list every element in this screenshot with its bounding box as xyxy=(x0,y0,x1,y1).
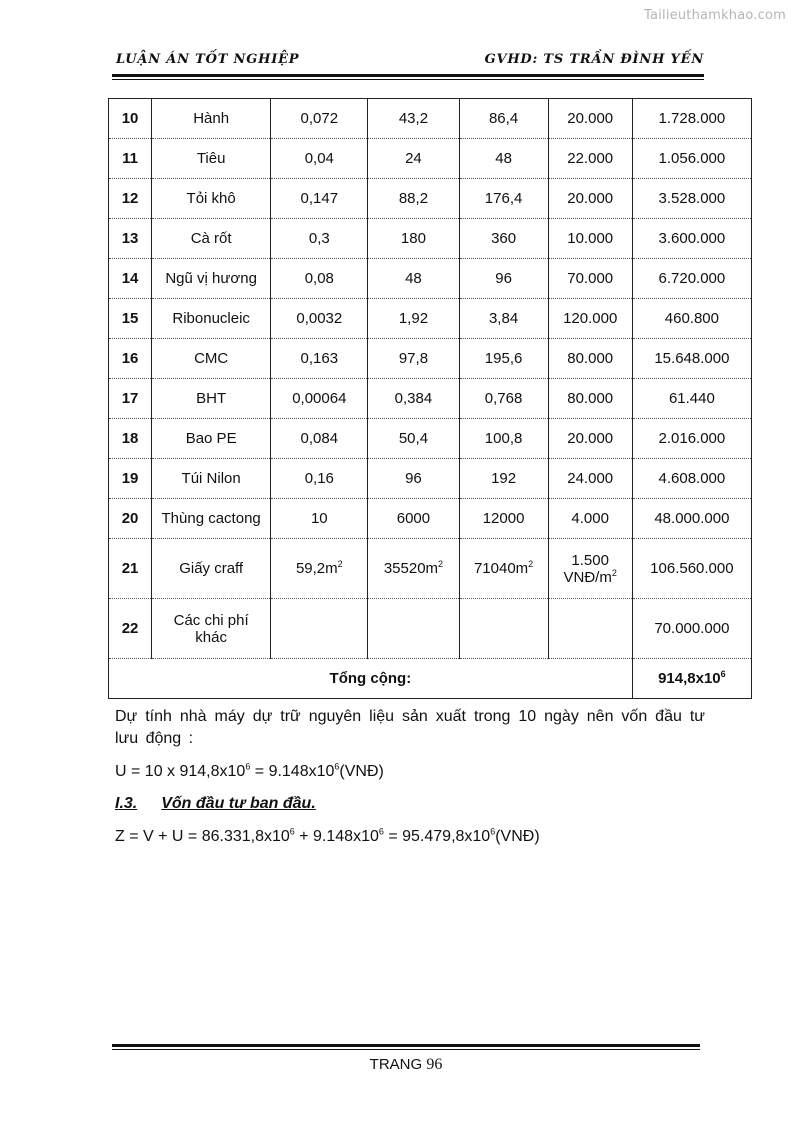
page-footer xyxy=(112,1056,700,1074)
cell-c4: 6000 xyxy=(368,499,459,539)
table-row-18 xyxy=(109,419,752,459)
cell-c6: 80.000 xyxy=(548,379,632,419)
cell-no: 13 xyxy=(109,219,152,259)
cell-name: Hành xyxy=(152,99,271,139)
paragraph-reserve: Dự tính nhà máy dự trữ nguyên liệu sản xuất trong 10 ngày nên vốn đầu tư lưu động : xyxy=(115,708,705,747)
cell-c3: 0,04 xyxy=(271,139,368,179)
cell-c3: 0,3 xyxy=(271,219,368,259)
cell-name: Ngũ vị hương xyxy=(152,259,271,299)
cell-c4: 97,8 xyxy=(368,339,459,379)
cell-c6: 24.000 xyxy=(548,459,632,499)
cell-no: 15 xyxy=(109,299,152,339)
cell-c6: 120.000 xyxy=(548,299,632,339)
cell-c3: 0,08 xyxy=(271,259,368,299)
cell-c4: $35520m^2$ xyxy=(368,539,459,599)
cell-c7: 1.728.000 xyxy=(632,99,751,139)
cost-table xyxy=(108,98,752,699)
cell-c3: $59,2m^2$ xyxy=(271,539,368,599)
cell-c6: 80.000 xyxy=(548,339,632,379)
cell-c3: 0,16 xyxy=(271,459,368,499)
cost-table-body xyxy=(109,99,752,699)
cell-c6: 1.500 VNĐ/$m^2$ xyxy=(548,539,632,599)
total-label: Tổng cộng: xyxy=(109,659,633,699)
table-row-14 xyxy=(109,259,752,299)
cell-c3: 0,072 xyxy=(271,99,368,139)
cell-no: 21 xyxy=(109,539,152,599)
page-number: 96 xyxy=(426,1056,443,1073)
cell-c4: 96 xyxy=(368,459,459,499)
cell-c7: 4.608.000 xyxy=(632,459,751,499)
cell-c5: 3,84 xyxy=(459,299,548,339)
footer-label: TRANG xyxy=(369,1056,423,1073)
cell-name: Bao PE xyxy=(152,419,271,459)
cell-c3: 0,0032 xyxy=(271,299,368,339)
cell-c7: 3.600.000 xyxy=(632,219,751,259)
cell-no: 12 xyxy=(109,179,152,219)
cell-c7: 48.000.000 xyxy=(632,499,751,539)
cell-c6: 20.000 xyxy=(548,179,632,219)
footer-rule-thin xyxy=(112,1049,700,1050)
cell-no: 20 xyxy=(109,499,152,539)
table-row-12 xyxy=(109,179,752,219)
cell-c5: 176,4 xyxy=(459,179,548,219)
cell-c4: 24 xyxy=(368,139,459,179)
formula-u: U = 10 x $914,8x10^6$ = $9.148x10^6(VNĐ)$ xyxy=(115,761,384,780)
table-row-10 xyxy=(109,99,752,139)
cell-c4: 180 xyxy=(368,219,459,259)
cell-c3: 0,084 xyxy=(271,419,368,459)
cell-c5: 100,8 xyxy=(459,419,548,459)
cell-no: 22 xyxy=(109,599,152,659)
cell-name: Túi Nilon xyxy=(152,459,271,499)
table-row-15 xyxy=(109,299,752,339)
cell-c4: 43,2 xyxy=(368,99,459,139)
cell-c5: 96 xyxy=(459,259,548,299)
cell-c3: 0,00064 xyxy=(271,379,368,419)
cell-c5: 360 xyxy=(459,219,548,259)
cell-no: 16 xyxy=(109,339,152,379)
cell-c4: 50,4 xyxy=(368,419,459,459)
cell-c7: 460.800 xyxy=(632,299,751,339)
cell-c3: 10 xyxy=(271,499,368,539)
table-row-13 xyxy=(109,219,752,259)
cell-name: Cà rốt xyxy=(152,219,271,259)
cell-c6: 20.000 xyxy=(548,99,632,139)
cell-c6: 70.000 xyxy=(548,259,632,299)
cell-no: 11 xyxy=(109,139,152,179)
total-value: $914,8x10^6$ xyxy=(632,659,751,699)
cell-c7: 70.000.000 xyxy=(632,599,751,659)
cell-c5: $71040m^2$ xyxy=(459,539,548,599)
cell-c5: 86,4 xyxy=(459,99,548,139)
cell-c6: 4.000 xyxy=(548,499,632,539)
cell-c3 xyxy=(271,599,368,659)
cell-c5: 12000 xyxy=(459,499,548,539)
cell-no: 14 xyxy=(109,259,152,299)
cell-c7: 15.648.000 xyxy=(632,339,751,379)
table-row-11 xyxy=(109,139,752,179)
formula-z: $Z = V + U = 86.331,8x10^6 + 9.148x10^6$ = $95.479,8x10^6(VNĐ)$ xyxy=(115,826,540,845)
table-row-21 xyxy=(109,539,752,599)
cell-name: Các chi phí khác xyxy=(152,599,271,659)
watermark: Tailieuthamkhao.com xyxy=(644,8,786,23)
cell-name: Thùng cactong xyxy=(152,499,271,539)
cell-name: Giấy craff xyxy=(152,539,271,599)
table-row-17 xyxy=(109,379,752,419)
table-row-16 xyxy=(109,339,752,379)
cell-name: BHT xyxy=(152,379,271,419)
header-rule-thin xyxy=(112,79,704,80)
cell-c4 xyxy=(368,599,459,659)
cell-c4: 48 xyxy=(368,259,459,299)
cell-no: 17 xyxy=(109,379,152,419)
cell-c7: 2.016.000 xyxy=(632,419,751,459)
cell-c7: 6.720.000 xyxy=(632,259,751,299)
cell-c5: 48 xyxy=(459,139,548,179)
cell-no: 10 xyxy=(109,99,152,139)
cell-c5: 195,6 xyxy=(459,339,548,379)
cell-name: Tỏi khô xyxy=(152,179,271,219)
cell-no: 18 xyxy=(109,419,152,459)
cell-c3: 0,147 xyxy=(271,179,368,219)
cell-c6: 20.000 xyxy=(548,419,632,459)
cell-c7: 1.056.000 xyxy=(632,139,751,179)
cell-c6 xyxy=(548,599,632,659)
cell-c6: 22.000 xyxy=(548,139,632,179)
table-row-22 xyxy=(109,599,752,659)
header-rule-thick xyxy=(112,74,704,77)
cell-c5 xyxy=(459,599,548,659)
page-header xyxy=(112,52,704,74)
cell-c7: 3.528.000 xyxy=(632,179,751,219)
cell-no: 19 xyxy=(109,459,152,499)
table-row-20 xyxy=(109,499,752,539)
table-total-row xyxy=(109,659,752,699)
header-thesis-title: LUẬN ÁN TỐT NGHIỆP xyxy=(116,52,300,67)
table-row-19 xyxy=(109,459,752,499)
cell-c7: 106.560.000 xyxy=(632,539,751,599)
cell-c4: 1,92 xyxy=(368,299,459,339)
cell-c5: 0,768 xyxy=(459,379,548,419)
cell-c6: 10.000 xyxy=(548,219,632,259)
cell-name: Ribonucleic xyxy=(152,299,271,339)
footer-rule-thick xyxy=(112,1044,700,1047)
cell-c4: 88,2 xyxy=(368,179,459,219)
cell-c7: 61.440 xyxy=(632,379,751,419)
cell-c3: 0,163 xyxy=(271,339,368,379)
section-heading: I.3. Vốn đầu tư ban đầu. xyxy=(115,795,316,812)
cell-name: CMC xyxy=(152,339,271,379)
cell-c4: 0,384 xyxy=(368,379,459,419)
cell-c5: 192 xyxy=(459,459,548,499)
cell-name: Tiêu xyxy=(152,139,271,179)
header-advisor: GVHD: TS TRẦN ĐÌNH YẾN xyxy=(484,52,704,67)
